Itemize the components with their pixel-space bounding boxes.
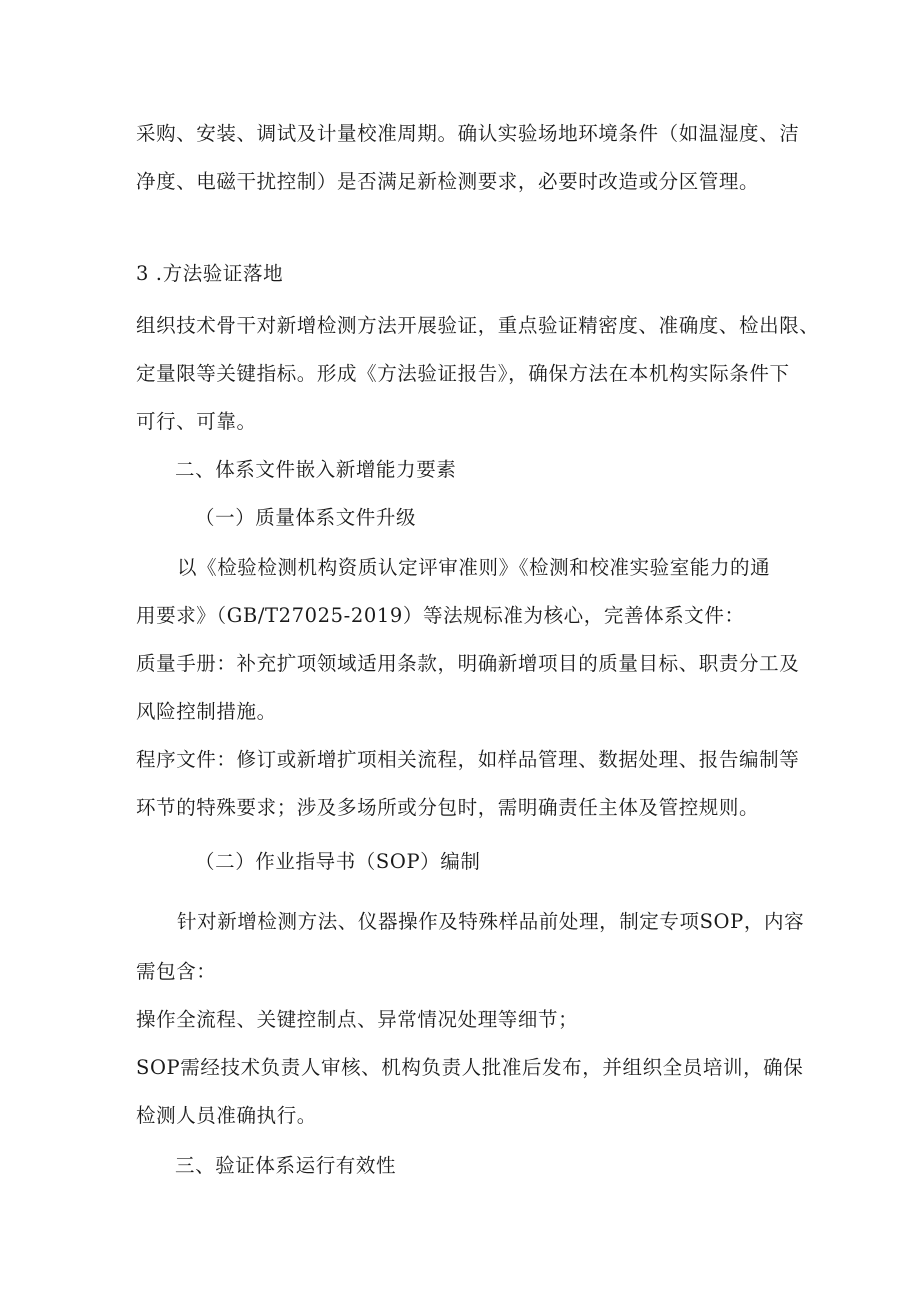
paragraph-line: 程序文件：修订或新增扩项相关流程，如样品管理、数据处理、报告编制等	[136, 748, 800, 771]
paragraph-line: 操作全流程、关键控制点、异常情况处理等细节；	[136, 1008, 579, 1031]
paragraph-line: 可行、可靠。	[136, 410, 257, 433]
paragraph-line: 采购、安装、调试及计量校准周期。确认实验场地环境条件（如温湿度、洁	[136, 122, 800, 145]
chapter-heading: 三、验证体系运行有效性	[175, 1154, 397, 1177]
paragraph-line: 质量手册：补充扩项领域适用条款，明确新增项目的质量目标、职责分工及	[136, 652, 800, 675]
subsection-heading: （一）质量体系文件升级	[195, 506, 417, 529]
subsection-heading: （二）作业指导书（SOP）编制	[195, 850, 481, 873]
paragraph-line: 用要求》（GB/T27025-2019）等法规标准为核心，完善体系文件：	[136, 604, 745, 627]
paragraph-line: 以《检验检测机构资质认定评审准则》《检测和校准实验室能力的通	[177, 556, 771, 579]
paragraph-line: 组织技术骨干对新增检测方法开展验证，重点验证精密度、准确度、检出限、	[136, 314, 820, 337]
paragraph-line: SOP需经技术负责人审核、机构负责人批准后发布，并组织全员培训，确保	[136, 1056, 804, 1079]
paragraph-line: 环节的特殊要求；涉及多场所或分包时，需明确责任主体及管控规则。	[136, 796, 760, 819]
chapter-heading: 二、体系文件嵌入新增能力要素	[175, 458, 457, 481]
paragraph-line: 净度、电磁干扰控制）是否满足新检测要求，必要时改造或分区管理。	[136, 170, 760, 193]
paragraph-line: 针对新增检测方法、仪器操作及特殊样品前处理，制定专项SOP，内容	[177, 910, 805, 933]
paragraph-line: 检测人员准确执行。	[136, 1104, 317, 1127]
paragraph-line: 定量限等关键指标。形成《方法验证报告》，确保方法在本机构实际条件下	[136, 362, 790, 385]
paragraph-line: 需包含：	[136, 960, 217, 983]
section-heading: 3 .方法验证落地	[136, 262, 284, 285]
paragraph-line: 风险控制措施。	[136, 700, 277, 723]
